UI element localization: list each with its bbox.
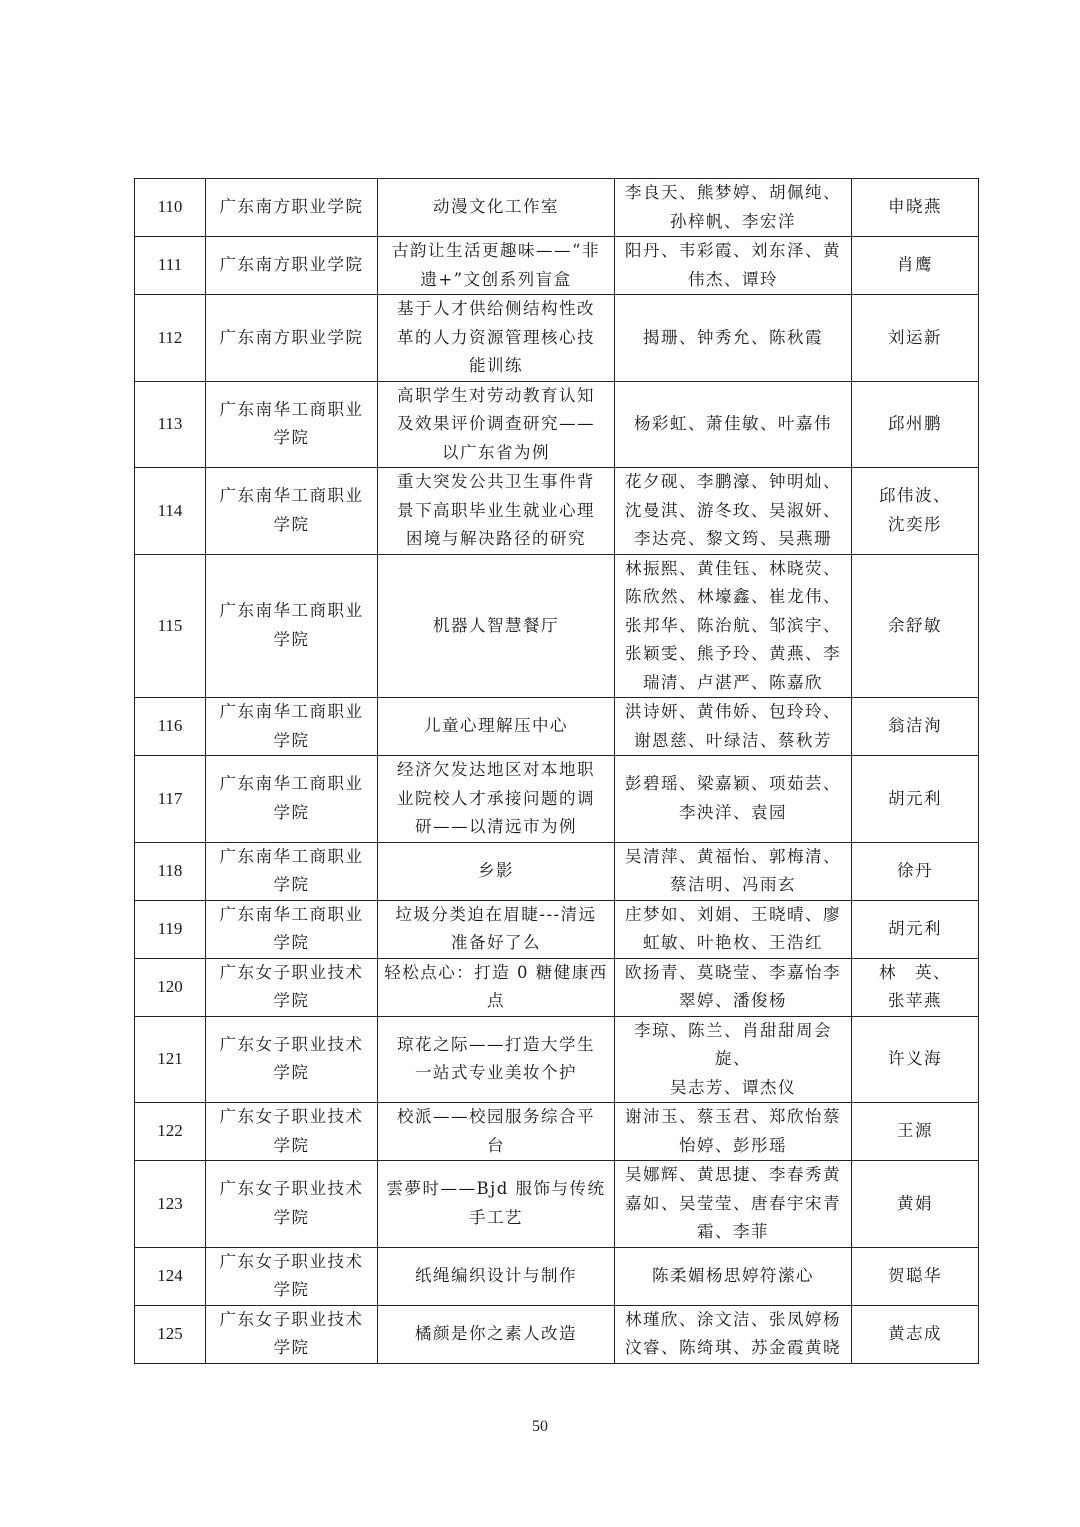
table-row bbox=[135, 554, 979, 698]
page-number: 50 bbox=[532, 1418, 548, 1435]
advisor-name: 邱伟波、 沈奕彤 bbox=[852, 468, 979, 555]
table-row bbox=[135, 237, 979, 295]
project-title: 高职学生对劳动教育认知 及效果评价调查研究—— 以广东省为例 bbox=[378, 381, 615, 468]
school-name: 广东南华工商职业 学院 bbox=[206, 756, 378, 843]
row-number: 117 bbox=[135, 756, 206, 843]
project-title: 垃圾分类迫在眉睫---清远 准备好了么 bbox=[378, 900, 615, 958]
school-name: 广东女子职业技术 学院 bbox=[206, 1103, 378, 1161]
advisor-name: 林 英、 张苹燕 bbox=[852, 958, 979, 1016]
row-number: 112 bbox=[135, 295, 206, 382]
advisor-name: 黄娟 bbox=[852, 1161, 979, 1248]
table-row bbox=[135, 179, 979, 237]
school-name: 广东南方职业学院 bbox=[206, 179, 378, 237]
results-table bbox=[134, 178, 979, 1364]
team-members: 阳丹、韦彩霞、刘东泽、黄 伟杰、谭玲 bbox=[615, 237, 852, 295]
advisor-name: 刘运新 bbox=[852, 295, 979, 382]
table-row bbox=[135, 1016, 979, 1103]
row-number: 116 bbox=[135, 698, 206, 756]
row-number: 121 bbox=[135, 1016, 206, 1103]
project-title: 纸绳编织设计与制作 bbox=[378, 1247, 615, 1305]
row-number: 120 bbox=[135, 958, 206, 1016]
school-name: 广东南华工商职业 学院 bbox=[206, 554, 378, 698]
advisor-name: 王源 bbox=[852, 1103, 979, 1161]
school-name: 广东南方职业学院 bbox=[206, 237, 378, 295]
project-title: 经济欠发达地区对本地职 业院校人才承接问题的调 研——以清远市为例 bbox=[378, 756, 615, 843]
table-row bbox=[135, 698, 979, 756]
project-title: 动漫文化工作室 bbox=[378, 179, 615, 237]
project-title: 儿童心理解压中心 bbox=[378, 698, 615, 756]
project-title: 雲夢时——Bjd 服饰与传统 手工艺 bbox=[378, 1161, 615, 1248]
team-members: 陈柔媚杨思婷符潆心 bbox=[615, 1247, 852, 1305]
team-members: 吴娜辉、黄思捷、李春秀黄 嘉如、吴莹莹、唐春宇宋青 霜、李菲 bbox=[615, 1161, 852, 1248]
school-name: 广东女子职业技术 学院 bbox=[206, 1305, 378, 1363]
table-row bbox=[135, 756, 979, 843]
team-members: 李琼、陈兰、肖甜甜周会旋、 吴志芳、谭杰仪 bbox=[615, 1016, 852, 1103]
school-name: 广东南华工商职业 学院 bbox=[206, 900, 378, 958]
table-row bbox=[135, 900, 979, 958]
table-row bbox=[135, 842, 979, 900]
project-title: 校派——校园服务综合平 台 bbox=[378, 1103, 615, 1161]
team-members: 林振熙、黄佳钰、林晓荧、 陈欣然、林壕鑫、崔龙伟、 张邦华、陈治航、邹滨宇、 张颖雯、熊予玲、黄燕、李 瑞清、卢湛严、陈嘉欣 bbox=[615, 554, 852, 698]
row-number: 125 bbox=[135, 1305, 206, 1363]
team-members: 欧扬青、莫晓莹、李嘉怡李 翠婷、潘俊杨 bbox=[615, 958, 852, 1016]
table-row bbox=[135, 1305, 979, 1363]
row-number: 113 bbox=[135, 381, 206, 468]
advisor-name: 胡元利 bbox=[852, 756, 979, 843]
row-number: 118 bbox=[135, 842, 206, 900]
project-title: 乡影 bbox=[378, 842, 615, 900]
advisor-name: 邱州鹏 bbox=[852, 381, 979, 468]
project-title: 琼花之际——打造大学生 一站式专业美妆个护 bbox=[378, 1016, 615, 1103]
school-name: 广东南方职业学院 bbox=[206, 295, 378, 382]
advisor-name: 肖鹰 bbox=[852, 237, 979, 295]
school-name: 广东南华工商职业 学院 bbox=[206, 698, 378, 756]
school-name: 广东南华工商职业 学院 bbox=[206, 381, 378, 468]
project-title: 基于人才供给侧结构性改 革的人力资源管理核心技 能训练 bbox=[378, 295, 615, 382]
advisor-name: 徐丹 bbox=[852, 842, 979, 900]
row-number: 124 bbox=[135, 1247, 206, 1305]
row-number: 114 bbox=[135, 468, 206, 555]
team-members: 李良天、熊梦婷、胡佩纯、 孙梓帆、李宏洋 bbox=[615, 179, 852, 237]
team-members: 揭珊、钟秀允、陈秋霞 bbox=[615, 295, 852, 382]
school-name: 广东南华工商职业 学院 bbox=[206, 842, 378, 900]
table-row bbox=[135, 381, 979, 468]
project-title: 重大突发公共卫生事件背 景下高职毕业生就业心理 困境与解决路径的研究 bbox=[378, 468, 615, 555]
row-number: 119 bbox=[135, 900, 206, 958]
table-row bbox=[135, 1103, 979, 1161]
school-name: 广东女子职业技术 学院 bbox=[206, 1016, 378, 1103]
team-members: 林瑾欣、涂文洁、张凤婷杨 汶睿、陈绮琪、苏金霞黄晓 bbox=[615, 1305, 852, 1363]
table-row bbox=[135, 958, 979, 1016]
school-name: 广东女子职业技术 学院 bbox=[206, 1247, 378, 1305]
team-members: 杨彩虹、萧佳敏、叶嘉伟 bbox=[615, 381, 852, 468]
advisor-name: 黄志成 bbox=[852, 1305, 979, 1363]
team-members: 花夕砚、李鹏濠、钟明灿、 沈曼淇、游冬玫、吴淑妍、 李达亮、黎文筠、吴燕珊 bbox=[615, 468, 852, 555]
school-name: 广东女子职业技术 学院 bbox=[206, 1161, 378, 1248]
advisor-name: 胡元利 bbox=[852, 900, 979, 958]
table-row bbox=[135, 295, 979, 382]
team-members: 庄梦如、刘娟、王晓晴、廖 虹敏、叶艳枚、王浩红 bbox=[615, 900, 852, 958]
table-row bbox=[135, 1161, 979, 1248]
school-name: 广东女子职业技术 学院 bbox=[206, 958, 378, 1016]
project-title: 轻松点心：打造 0 糖健康西 点 bbox=[378, 958, 615, 1016]
table-row bbox=[135, 468, 979, 555]
row-number: 123 bbox=[135, 1161, 206, 1248]
team-members: 彭碧瑶、梁嘉颖、项茹芸、 李泱洋、袁园 bbox=[615, 756, 852, 843]
advisor-name: 许义海 bbox=[852, 1016, 979, 1103]
team-members: 洪诗妍、黄伟娇、包玲玲、 谢恩慈、叶绿洁、蔡秋芳 bbox=[615, 698, 852, 756]
row-number: 122 bbox=[135, 1103, 206, 1161]
row-number: 111 bbox=[135, 237, 206, 295]
advisor-name: 申晓燕 bbox=[852, 179, 979, 237]
team-members: 谢沛玉、蔡玉君、郑欣怡蔡 怡婷、彭彤瑶 bbox=[615, 1103, 852, 1161]
project-title: 橘颜是你之素人改造 bbox=[378, 1305, 615, 1363]
advisor-name: 翁洁洵 bbox=[852, 698, 979, 756]
project-title: 机器人智慧餐厅 bbox=[378, 554, 615, 698]
row-number: 110 bbox=[135, 179, 206, 237]
project-title: 古韵让生活更趣味——“非 遗+”文创系列盲盒 bbox=[378, 237, 615, 295]
school-name: 广东南华工商职业 学院 bbox=[206, 468, 378, 555]
row-number: 115 bbox=[135, 554, 206, 698]
advisor-name: 贺聪华 bbox=[852, 1247, 979, 1305]
table-row bbox=[135, 1247, 979, 1305]
table-body bbox=[135, 179, 979, 1364]
team-members: 吴清萍、黄福怡、郭梅清、 蔡洁明、冯雨玄 bbox=[615, 842, 852, 900]
advisor-name: 余舒敏 bbox=[852, 554, 979, 698]
